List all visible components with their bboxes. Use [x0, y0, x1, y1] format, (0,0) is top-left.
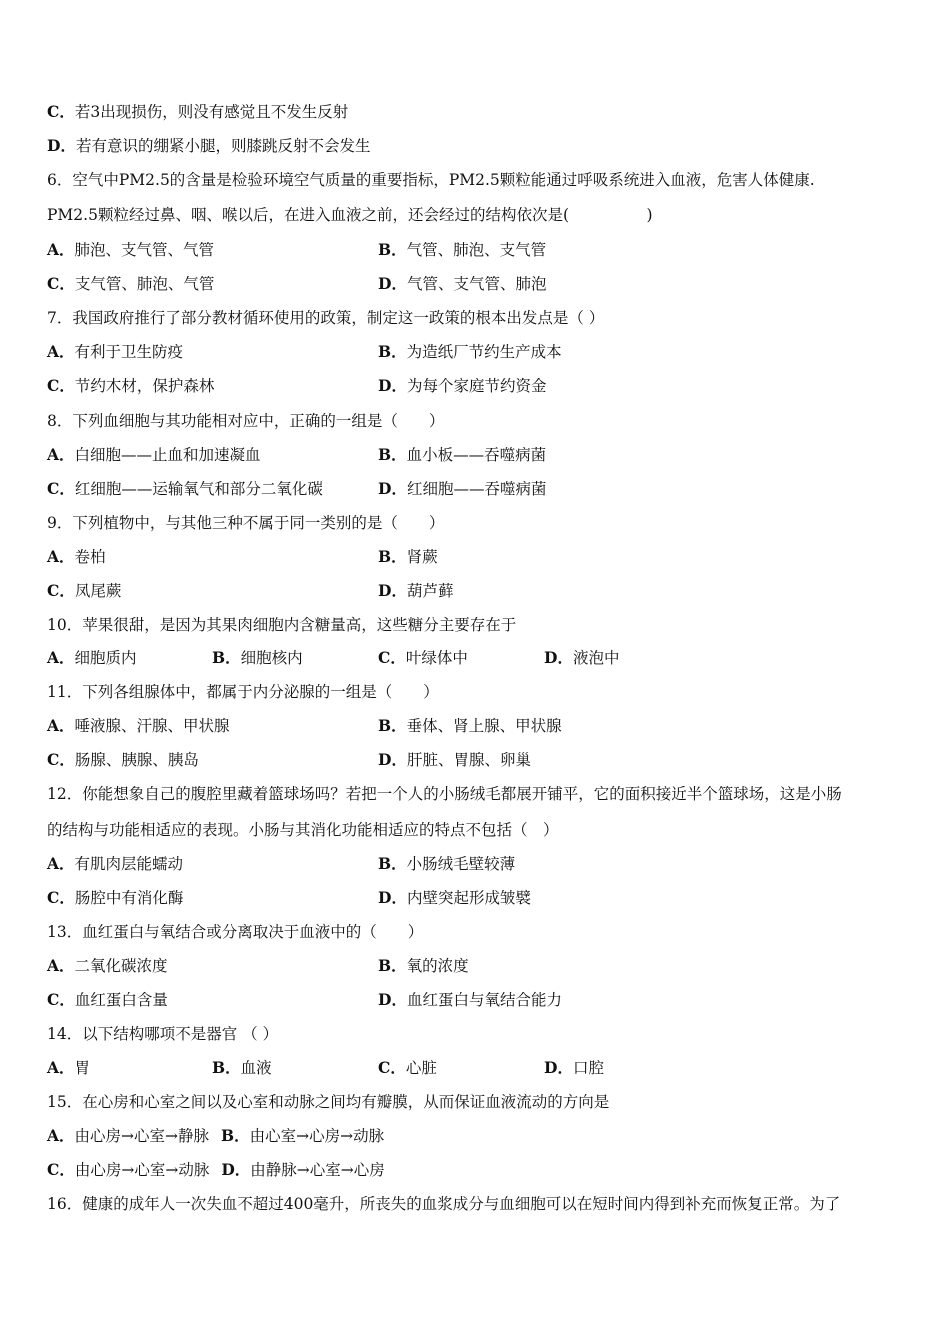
- answer-option: [47, 478, 323, 500]
- option-label: C．: [47, 479, 75, 498]
- option-text: 血红蛋白含量: [74, 991, 168, 1009]
- option-label: C．: [378, 1058, 406, 1077]
- answer-option: [47, 749, 199, 771]
- option-label: D．: [47, 136, 76, 155]
- option-label: B．: [378, 445, 407, 464]
- option-text: 肝脏、胃腺、卵巢: [406, 751, 531, 769]
- question-text: 15．在心房和心室之间以及心室和动脉之间均有瓣膜，从而保证血液流动的方向是: [47, 1093, 610, 1111]
- answer-option: [378, 444, 546, 466]
- option-text: 红细胞——运输氧气和部分二氧化碳: [74, 480, 323, 498]
- option-label: C．: [47, 274, 75, 293]
- answer-option: [221, 1161, 384, 1179]
- answer-option: [47, 887, 183, 909]
- option-label: B．: [378, 342, 407, 361]
- option-label: C．: [47, 888, 75, 907]
- option-text: 心脏: [405, 1059, 437, 1077]
- answer-option: [221, 1127, 384, 1145]
- option-label: A．: [47, 648, 75, 667]
- answer-option: [47, 341, 183, 363]
- answer-option: [378, 239, 546, 261]
- answer-option: [378, 375, 546, 397]
- option-text: 为每个家庭节约资金: [406, 377, 547, 395]
- answer-option: [378, 715, 562, 737]
- answer-option: [378, 1057, 437, 1079]
- answer-option: [212, 1057, 272, 1079]
- option-text: 细胞质内: [74, 649, 137, 667]
- option-label: C．: [47, 990, 75, 1009]
- option-text: 口腔: [572, 1059, 604, 1077]
- option-text: 卷柏: [74, 548, 106, 566]
- question-text: 9．下列植物中，与其他三种不属于同一类别的是（ ）: [47, 514, 445, 532]
- option-label: A．: [47, 240, 75, 259]
- option-label: A．: [47, 1126, 75, 1145]
- option-text: 血红蛋白与氧结合能力: [406, 991, 562, 1009]
- answer-option: [378, 647, 468, 669]
- answer-option: [47, 546, 106, 568]
- option-text: 白细胞——止血和加速凝血: [74, 446, 261, 464]
- answer-option: [47, 989, 168, 1011]
- option-label: B．: [378, 854, 407, 873]
- answer-option: [47, 1161, 209, 1179]
- question-text: 14．以下结构哪项不是器官 （ ）: [47, 1025, 279, 1043]
- option-text: 胃: [74, 1059, 91, 1077]
- option-label: A．: [47, 716, 75, 735]
- answer-option: [47, 135, 907, 157]
- option-label: B．: [212, 1058, 241, 1077]
- question-text: 8．下列血细胞与其功能相对应中，正确的一组是（ ）: [47, 412, 445, 430]
- option-label: B．: [378, 240, 407, 259]
- answer-option: [378, 853, 515, 875]
- answer-option: [544, 647, 619, 669]
- question-text: PM2.5颗粒经过鼻、咽、喉以后，在进入血液之前，还会经过的结构依次是( ): [47, 206, 653, 224]
- answer-option: [47, 715, 230, 737]
- option-label: D．: [378, 581, 407, 600]
- option-text: 有肌肉层能蠕动: [74, 855, 184, 873]
- answer-option: [47, 239, 214, 261]
- option-text: 若有意识的绷紧小腿，则膝跳反射不会发生: [75, 137, 371, 155]
- question-text: 11．下列各组腺体中，都属于内分泌腺的一组是（ ）: [47, 683, 439, 701]
- option-label: A．: [47, 342, 75, 361]
- option-label: D．: [378, 376, 407, 395]
- answer-option: [47, 1127, 209, 1145]
- option-label: D．: [378, 990, 407, 1009]
- option-text: 由心室→心房→动脉: [249, 1127, 385, 1145]
- question-text: 16．健康的成年人一次失血不超过400毫升，所丧失的血浆成分与血细胞可以在短时间内得到补充而恢复正常。为了: [47, 1195, 841, 1213]
- option-text: 支气管、肺泡、气管: [74, 275, 215, 293]
- option-text: 气管、肺泡、支气管: [406, 241, 547, 259]
- option-label: B．: [212, 648, 241, 667]
- option-label: D．: [378, 888, 407, 907]
- answer-option: [47, 273, 214, 295]
- option-label: B．: [378, 716, 407, 735]
- answer-option: [47, 101, 907, 123]
- option-label: D．: [544, 1058, 573, 1077]
- option-text: 气管、支气管、肺泡: [406, 275, 547, 293]
- option-label: C．: [47, 581, 75, 600]
- option-label: D．: [544, 648, 573, 667]
- answer-option: [47, 375, 214, 397]
- answer-option: [378, 273, 546, 295]
- option-row: [47, 1125, 907, 1147]
- answer-option: [378, 478, 546, 500]
- option-text: 液泡中: [572, 649, 620, 667]
- answer-option: [47, 1057, 90, 1079]
- answer-option: [378, 955, 469, 977]
- option-text: 若3出现损伤，则没有感觉且不发生反射: [74, 103, 349, 121]
- answer-option: [378, 580, 453, 602]
- option-text: 二氧化碳浓度: [74, 957, 168, 975]
- option-label: C．: [378, 648, 406, 667]
- option-label: D．: [378, 479, 407, 498]
- option-label: B．: [378, 547, 407, 566]
- option-label: C．: [47, 102, 75, 121]
- answer-option: [378, 887, 531, 909]
- option-text: 血小板——吞噬病菌: [406, 446, 547, 464]
- option-text: 肾蕨: [406, 548, 438, 566]
- answer-option: [47, 444, 261, 466]
- option-text: 血液: [240, 1059, 272, 1077]
- question-text: 的结构与功能相适应的表现。小肠与其消化功能相适应的特点不包括（ ）: [47, 821, 559, 839]
- answer-option: [378, 341, 562, 363]
- answer-option: [544, 1057, 604, 1079]
- option-text: 凤尾蕨: [74, 582, 122, 600]
- option-text: 肠腺、胰腺、胰岛: [74, 751, 199, 769]
- answer-option: [378, 546, 438, 568]
- option-text: 红细胞——吞噬病菌: [406, 480, 547, 498]
- option-text: 肺泡、支气管、气管: [74, 241, 215, 259]
- option-row: [47, 1159, 907, 1181]
- option-text: 叶绿体中: [405, 649, 468, 667]
- option-label: C．: [47, 376, 75, 395]
- option-label: B．: [221, 1126, 250, 1145]
- option-text: 葫芦藓: [406, 582, 454, 600]
- question-text: 6．空气中PM2.5的含量是检验环境空气质量的重要指标，PM2.5颗粒能通过呼吸系统进入血液，危害人体健康.: [47, 171, 815, 189]
- answer-option: [378, 749, 531, 771]
- option-text: 内壁突起形成皱襞: [406, 889, 531, 907]
- option-label: D．: [378, 274, 407, 293]
- option-text: 肠腔中有消化酶: [74, 889, 184, 907]
- option-text: 节约木材，保护森林: [74, 377, 215, 395]
- answer-option: [47, 647, 137, 669]
- answer-option: [47, 955, 168, 977]
- option-text: 氧的浓度: [406, 957, 469, 975]
- option-text: 由静脉→心室→心房: [250, 1161, 385, 1179]
- answer-option: [47, 580, 121, 602]
- option-text: 由心房→心室→静脉: [74, 1127, 210, 1145]
- option-text: 由心房→心室→动脉: [74, 1161, 210, 1179]
- option-text: 唾液腺、汗腺、甲状腺: [74, 717, 230, 735]
- option-label: A．: [47, 854, 75, 873]
- option-label: D．: [378, 750, 407, 769]
- question-text: 13．血红蛋白与氧结合或分离取决于血液中的（ ）: [47, 923, 424, 941]
- option-label: C．: [47, 750, 75, 769]
- question-text: 12．你能想象自己的腹腔里藏着篮球场吗？若把一个人的小肠绒毛都展开铺平，它的面积接近半个篮球场，这是小肠: [47, 785, 842, 803]
- option-label: C．: [47, 1160, 75, 1179]
- option-text: 有利于卫生防疫: [74, 343, 184, 361]
- answer-option: [212, 647, 303, 669]
- option-label: B．: [378, 956, 407, 975]
- option-label: A．: [47, 547, 75, 566]
- option-text: 为造纸厂节约生产成本: [406, 343, 562, 361]
- question-text: 7．我国政府推行了部分教材循环使用的政策，制定这一政策的根本出发点是（ ）: [47, 309, 605, 327]
- option-text: 垂体、肾上腺、甲状腺: [406, 717, 562, 735]
- option-label: A．: [47, 445, 75, 464]
- question-text: 10．苹果很甜，是因为其果肉细胞内含糖量高，这些糖分主要存在于: [47, 616, 517, 634]
- option-text: 细胞核内: [240, 649, 303, 667]
- option-text: 小肠绒毛壁较薄: [406, 855, 516, 873]
- option-label: A．: [47, 956, 75, 975]
- option-label: D．: [221, 1160, 251, 1179]
- answer-option: [47, 853, 183, 875]
- option-label: A．: [47, 1058, 75, 1077]
- answer-option: [378, 989, 562, 1011]
